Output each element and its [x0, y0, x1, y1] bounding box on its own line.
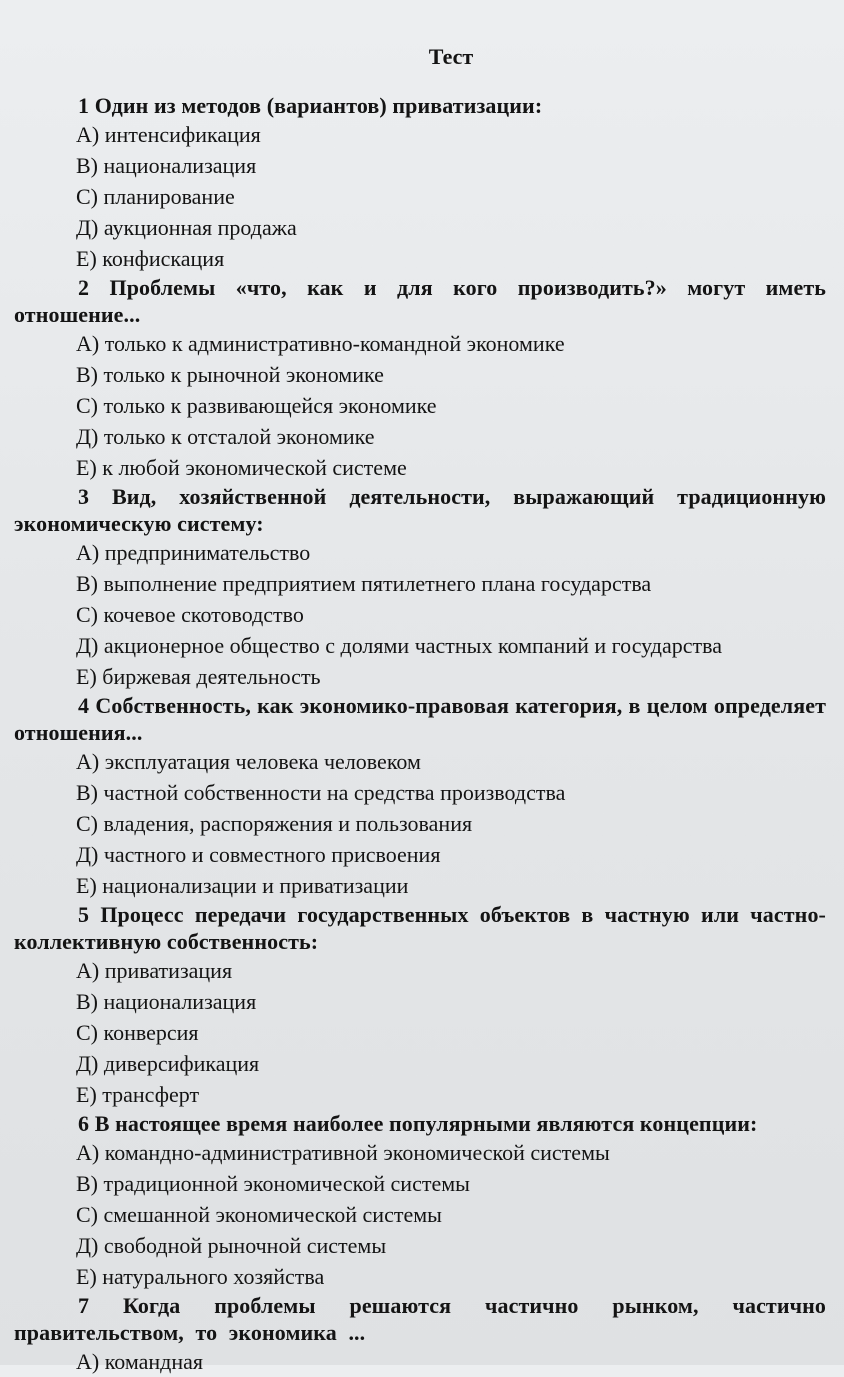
answer-option: Д) акционерное общество с долями частных компаний и государства — [76, 633, 722, 658]
answer-option: А) эксплуатация человека человеком — [76, 749, 421, 774]
answer-option: С) только к развивающейся экономике — [76, 393, 437, 418]
answer-option: С) владения, распоряжения и пользования — [76, 811, 473, 836]
answer-options — [14, 1346, 826, 1377]
answer-option: В) традиционной экономической системы — [76, 1171, 470, 1196]
answer-options — [14, 955, 826, 1110]
answer-option: А) интенсификация — [76, 122, 261, 147]
answer-option: Е) натурального хозяйства — [76, 1264, 325, 1289]
question-text: 5 Процесс передачи государственных объектов в частную или частно-коллективную собственность: — [14, 902, 826, 954]
answer-option: С) смешанной экономической системы — [76, 1202, 442, 1227]
answer-option: Д) частного и совместного присвоения — [76, 842, 441, 867]
question-5 — [14, 901, 826, 1110]
answer-option: В) только к рыночной экономике — [76, 362, 384, 387]
question-1 — [14, 92, 826, 274]
answer-option: Д) диверсификация — [76, 1051, 260, 1076]
question-text: 3 Вид, хозяйственной деятельности, выражающий традиционную экономическую систему: — [14, 484, 826, 536]
question-6 — [14, 1110, 826, 1292]
question-text: 7 Когда проблемы решаются частично рынком, частично правительством, то экономика ... — [14, 1293, 826, 1345]
answer-option: А) командная — [76, 1349, 204, 1374]
answer-option: А) командно-административной экономической системы — [76, 1140, 610, 1165]
question-2 — [14, 274, 826, 483]
question-text: 2 Проблемы «что, как и для кого производить?» могут иметь отношение... — [14, 275, 826, 327]
answer-option: Е) к любой экономической системе — [76, 455, 407, 480]
answer-options — [14, 119, 826, 274]
answer-option: Д) аукционная продажа — [76, 215, 297, 240]
answer-option: В) выполнение предприятием пятилетнего плана государства — [76, 571, 652, 596]
question-text: 1 Один из методов (вариантов) приватизации: — [78, 93, 543, 118]
answer-options — [14, 746, 826, 901]
question-7 — [14, 1292, 826, 1377]
answer-option: В) частной собственности на средства производства — [76, 780, 566, 805]
answer-option: В) национализация — [76, 153, 257, 178]
answer-option: Е) биржевая деятельность — [76, 664, 321, 689]
answer-option: Е) конфискация — [76, 246, 225, 271]
answer-options — [14, 1137, 826, 1292]
answer-option: С) конверсия — [76, 1020, 199, 1045]
answer-option: С) кочевое скотоводство — [76, 602, 304, 627]
answer-option: А) приватизация — [76, 958, 233, 983]
question-text: 4 Собственность, как экономико-правовая категория, в целом определяет отношения... — [14, 693, 826, 745]
answer-option: Е) национализации и приватизации — [76, 873, 409, 898]
answer-option: А) предпринимательство — [76, 540, 311, 565]
answer-option: Е) трансферт — [76, 1082, 200, 1107]
answer-option: Д) только к отсталой экономике — [76, 424, 375, 449]
question-3 — [14, 483, 826, 692]
answer-option: С) планирование — [76, 184, 235, 209]
question-text: 6 В настоящее время наиболее популярными являются концепции: — [78, 1111, 758, 1136]
answer-option: Д) свободной рыночной системы — [76, 1233, 387, 1258]
answer-options — [14, 328, 826, 483]
question-4 — [14, 692, 826, 901]
answer-option: А) только к административно-командной экономике — [76, 331, 565, 356]
answer-options — [14, 537, 826, 692]
answer-option: В) национализация — [76, 989, 257, 1014]
page-title: Тест — [428, 44, 474, 69]
